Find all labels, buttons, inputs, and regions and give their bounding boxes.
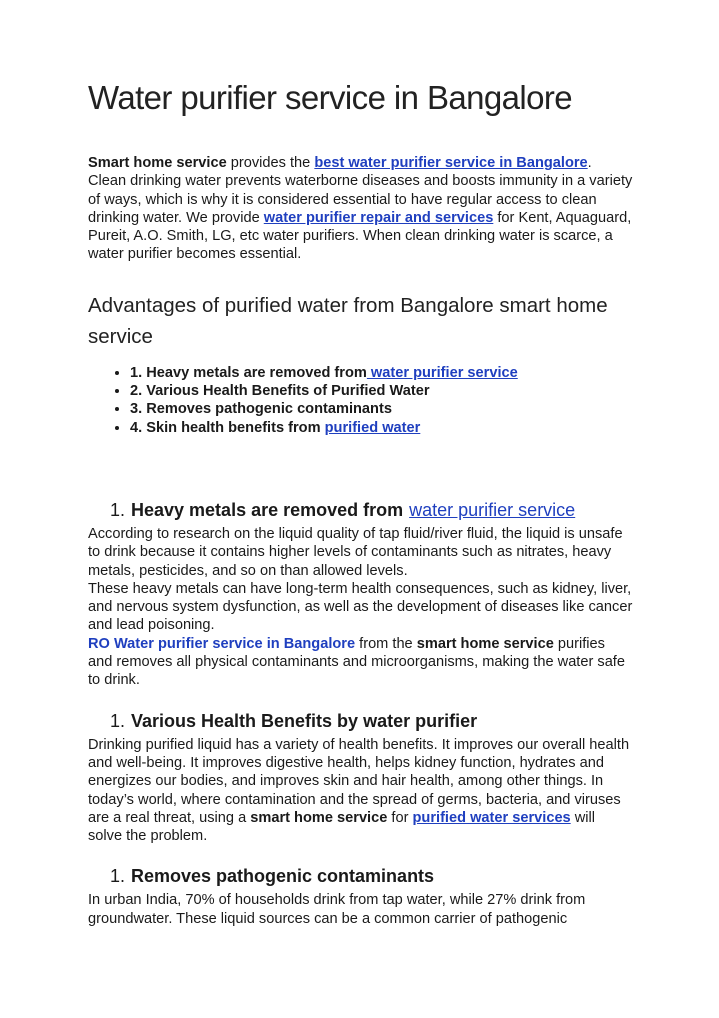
section-title: Heavy metals are removed from [131,499,404,520]
section-heavy-metals-heading [88,499,633,521]
repair-services-link[interactable]: water purifier repair and services [263,209,494,226]
best-service-link[interactable]: best water purifier service in Bangalore [314,155,588,171]
list-item [130,400,633,418]
list-item-link[interactable]: purified water [324,419,421,436]
section-health-benefits-heading [88,710,633,732]
section-heavy-metals-p3 [88,635,633,690]
inline-text: from the [355,635,417,652]
section-title: Removes pathogenic contaminants [131,866,435,887]
advantages-heading: Advantages of purified water from Bangalore smart home service [88,293,608,348]
section-title: Various Health Benefits by water purifier [131,710,478,731]
section-pathogenic-p1: In urban India, 70% of households drink from tap water, while 27% drink from groundwater. These liquid sources can be a common carrier of pathogenic [88,892,586,927]
section-number: 1. [109,866,125,887]
section-pathogenic-heading [88,865,633,887]
intro-text-2: . Clean drinking water prevents waterborne diseases and boosts immunity in a variety of ways, which is why it is considered essential to have regular access to clean drinking water. We provide [88,155,633,226]
brand-name: Smart home service [88,155,227,171]
list-item-text: 3. Removes pathogenic contaminants [130,401,392,418]
section-number: 1. [109,710,125,731]
list-item-text: 1. Heavy metals are removed from [130,364,367,381]
inline-text: Drinking purified liquid has a variety of health benefits. It improves our overall health and well-being. It improves digestive health, helps kidney function, hydrates and energizes our bodies, and improves skin and hair health, among other things. In today’s world, where contamination and the spread of germs, bacteria, and viruses are a real threat, using a [88,736,630,826]
inline-text: will solve the problem. [88,809,596,845]
list-item-link[interactable]: water purifier service [366,364,518,381]
intro-text-3: for Kent, Aquaguard, Pureit, A.O. Smith, LG, etc water purifiers. When clean drinking water is scarce, a water purifier becomes essential. [88,209,632,263]
list-item [130,364,633,382]
section-heavy-metals-p2: These heavy metals can have long-term health consequences, such as kidney, liver, and nervous system dysfunction, as well as the development of diseases like cancer and lead poisoning. [88,580,633,634]
list-item-text: 2. Various Health Benefits of Purified Water [130,383,430,400]
section-heavy-metals-p1: According to research on the liquid quality of tap fluid/river fluid, the liquid is unsafe to drink because it contains higher levels of contaminants such as nitrates, heavy metals, pesticides, and so on than allowed levels. [88,525,623,579]
inline-text: purifies and removes all physical contaminants and microorganisms, making the water safe to drink. [88,635,625,689]
brand-name: smart home service [416,635,554,652]
page-title: Water purifier service in Bangalore [88,79,572,116]
intro-text-1: provides the [226,155,315,171]
brand-name: smart home service [250,809,388,826]
list-item-text: 4. Skin health benefits from [130,419,325,436]
purified-services-link[interactable]: purified water services [412,809,571,826]
section-health-benefits-p1 [88,736,633,846]
advantages-list [88,364,633,437]
inline-text: for [387,809,413,826]
intro-paragraph [88,154,633,264]
section-title-link[interactable]: water purifier service [409,499,576,520]
list-item [130,382,633,400]
ro-service-link[interactable]: RO Water purifier service in Bangalore [88,635,356,652]
list-item [130,419,633,437]
section-number: 1. [109,499,125,520]
